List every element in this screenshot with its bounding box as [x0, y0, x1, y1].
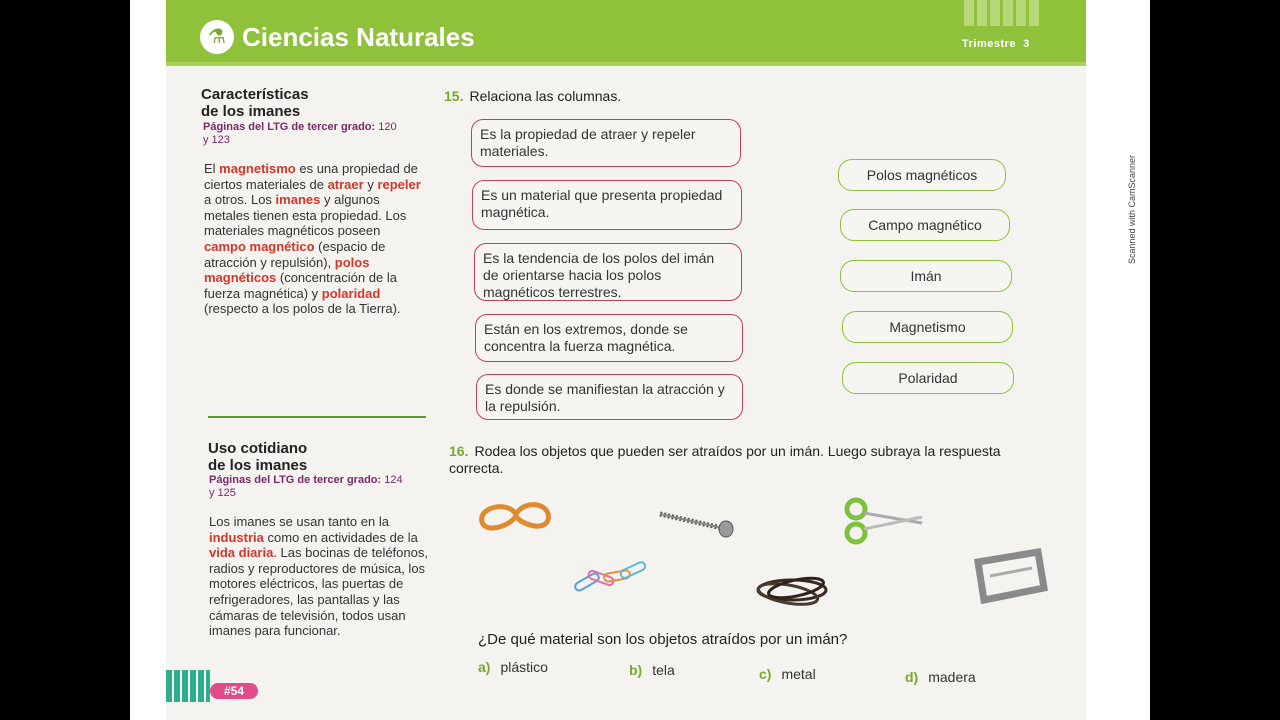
rubber-band-icon[interactable]	[476, 494, 554, 534]
hair-ties-icon[interactable]	[752, 570, 834, 610]
definition-box-4[interactable]: Están en los extremos, donde se concentra la fuerza magnética.	[475, 314, 743, 362]
option-c[interactable]: c) metal	[759, 666, 816, 682]
option-b[interactable]: b) tela	[629, 662, 675, 678]
option-d[interactable]: d) madera	[905, 669, 976, 685]
definition-box-3[interactable]: Es la tendencia de los polos del imán de orientarse hacia los polos magnéticos terrestres.	[474, 243, 742, 301]
left-margin	[130, 0, 166, 720]
trimester-label: Trimestre 3	[962, 38, 1030, 50]
section1-pages: Páginas del LTG de tercer grado: 120 y 123	[203, 121, 397, 146]
definition-box-1[interactable]: Es la propiedad de atraer y repeler materiales.	[471, 119, 741, 167]
scissors-icon[interactable]	[842, 497, 926, 545]
question-16: 16. Rodea los objetos que pueden ser atraídos por un imán. Luego subraya la respuesta correcta.	[449, 443, 1001, 476]
option-a[interactable]: a) plástico	[478, 659, 548, 675]
pixel-decoration	[166, 670, 210, 702]
term-polos-magneticos[interactable]: Polos magnéticos	[838, 159, 1006, 191]
scanner-watermark: Scanned with CamScanner	[1127, 154, 1137, 264]
term-campo-magnetico[interactable]: Campo magnético	[840, 209, 1010, 241]
header-stripes	[964, 0, 1042, 26]
page-number-badge: #54	[210, 683, 258, 699]
term-polaridad[interactable]: Polaridad	[842, 362, 1014, 394]
question-16-prompt: ¿De qué material son los objetos atraídos por un imán?	[478, 631, 848, 648]
term-magnetismo[interactable]: Magnetismo	[842, 311, 1013, 343]
right-margin	[1086, 0, 1150, 720]
belt-buckle-icon[interactable]	[970, 548, 1050, 604]
section1-title: Características de los imanes	[201, 86, 309, 120]
section1-paragraph: El magnetismo es una propiedad de ciertos materiales de atraer y repeler a otros. Los imanes y algunos metales tienen esta propiedad. Los materiales magnéticos poseen campo magnético (espacio de atracción y repulsión), polos magnéticos (concentración de la fuerza magnética) y polaridad (respecto a los polos de la Tierra).	[204, 161, 421, 317]
subject-title: Ciencias Naturales	[242, 22, 475, 52]
term-iman[interactable]: Imán	[840, 260, 1012, 292]
paper-clips-icon[interactable]	[570, 560, 652, 598]
microscope-icon: ⚗	[200, 20, 234, 54]
page-header	[166, 0, 1086, 66]
screw-icon[interactable]	[656, 508, 738, 538]
section-divider	[208, 416, 426, 418]
definition-box-5[interactable]: Es donde se manifiestan la atracción y la repulsión.	[476, 374, 743, 420]
definition-box-2[interactable]: Es un material que presenta propiedad magnética.	[472, 180, 742, 230]
section2-title: Uso cotidiano de los imanes	[208, 440, 308, 474]
section2-paragraph: Los imanes se usan tanto en la industria como en actividades de la vida diaria. Las bocinas de teléfonos, radios y reproductores de música, los motores eléctricos, las puertas de refrigeradores, las pantallas y las cámaras de televisión, todos usan imanes para funcionar.	[209, 514, 428, 639]
question-15: 15. Relaciona las columnas.	[444, 88, 622, 104]
workbook-page	[166, 0, 1086, 720]
section2-pages: Páginas del LTG de tercer grado: 124 y 125	[209, 474, 403, 499]
